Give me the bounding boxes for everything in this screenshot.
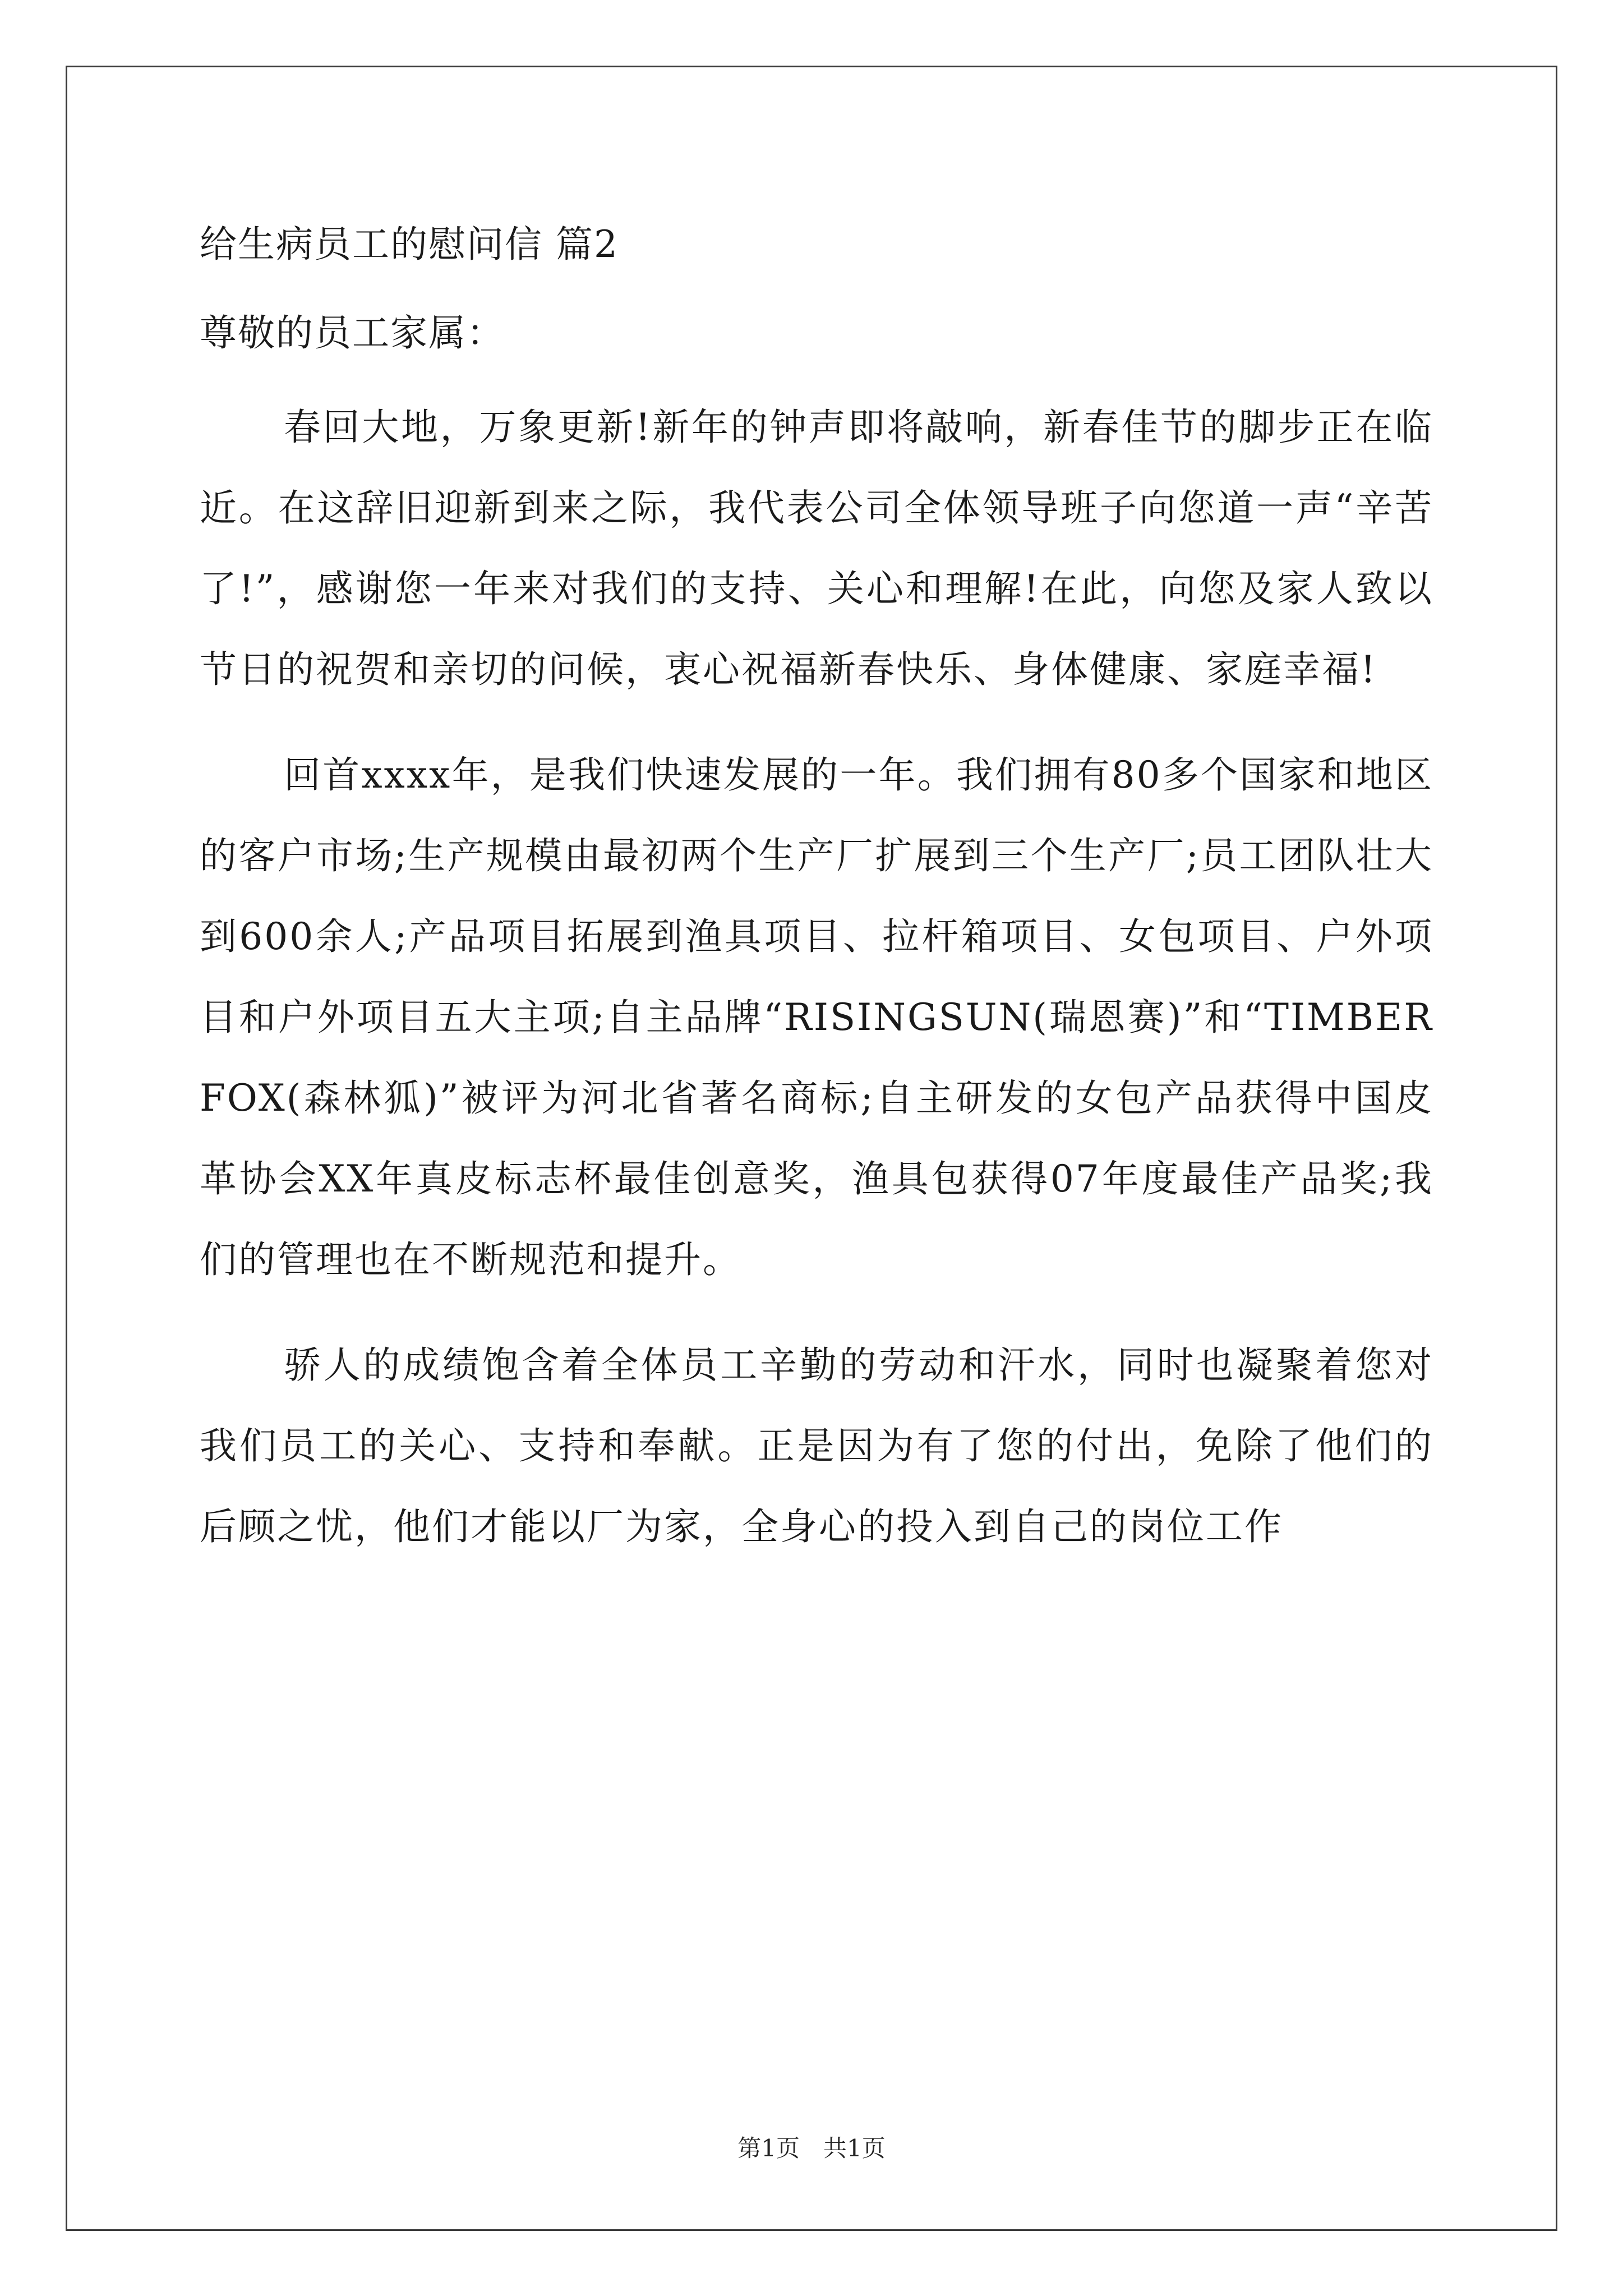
paragraph-2: 回首xxxx年，是我们快速发展的一年。我们拥有80多个国家和地区的客户市场;生产规模由最初两个生产厂扩展到三个生产厂;员工团队壮大到600余人;产品项目拓展到渔具项目、拉杆箱项目、女包项目、户外项目和户外项目五大主项;自主品牌“RISINGSUN(瑞恩赛)”和“TIMBERFOX(森林狐)”被评为河北省著名商标;自主研发的女包产品获得中国皮革协会XX年真皮标志杯最佳创意奖，渔具包获得07年度最佳产品奖;我们的管理也在不断规范和提升。 [200, 753, 1433, 1281]
document-body [200, 213, 1433, 1567]
page-number-footer: 第1页 共1页 [737, 2134, 886, 2162]
paragraph-1: 春回大地，万象更新!新年的钟声即将敲响，新春佳节的脚步正在临近。在这辞旧迎新到来之际，我代表公司全体领导班子向您道一声“辛苦了!”，感谢您一年来对我们的支持、关心和理解!在此，向您及家人致以节日的祝贺和亲切的问候，衷心祝福新春快乐、身体健康、家庭幸福! [200, 406, 1433, 691]
paragraph-3: 骄人的成绩饱含着全体员工辛勤的劳动和汗水，同时也凝聚着您对我们员工的关心、支持和奉献。正是因为有了您的付出，免除了他们的后顾之忧，他们才能以厂为家，全身心的投入到自己的岗位工作 [200, 1343, 1433, 1548]
document-title: 给生病员工的慰问信 篇2 [200, 223, 619, 266]
salutation: 尊敬的员工家属： [200, 311, 505, 355]
